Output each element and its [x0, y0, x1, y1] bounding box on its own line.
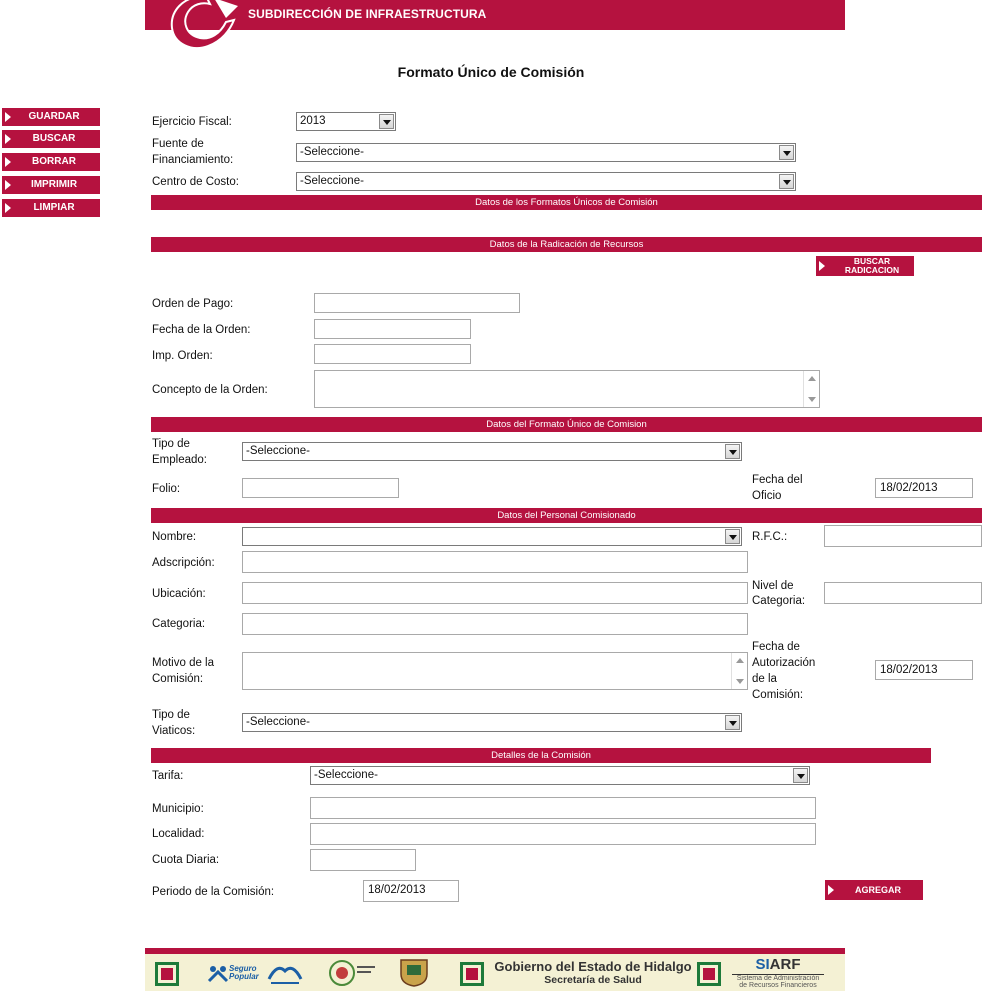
concepto-label: Concepto de la Orden:	[152, 384, 268, 396]
fuente-label-1: Fuente de	[152, 138, 204, 150]
hidalgo-mark-icon	[697, 962, 721, 986]
nivel-label-1: Nivel de	[752, 580, 794, 592]
section-radicacion: Datos de la Radicación de Recursos	[151, 237, 982, 252]
hidalgo-shield-icon	[397, 956, 431, 988]
localidad-input[interactable]	[310, 823, 816, 845]
play-triangle-icon	[5, 180, 11, 190]
imp-orden-input[interactable]	[314, 344, 471, 364]
categoria-input[interactable]	[242, 613, 748, 635]
secretaria-subtitle: Secretaría de Salud	[544, 974, 642, 986]
cuota-input[interactable]	[310, 849, 416, 871]
guardar-button[interactable]: GUARDAR	[2, 108, 100, 126]
dropdown-arrow-icon	[793, 768, 808, 783]
orden-pago-input[interactable]	[314, 293, 520, 313]
section-formatos: Datos de los Formatos Únicos de Comisión	[151, 195, 982, 210]
ejercicio-label: Ejercicio Fiscal:	[152, 116, 232, 128]
hidalgo-mark-icon	[460, 962, 484, 986]
nivel-label-2: Categoria:	[752, 595, 806, 607]
fuente-label-2: Financiamiento:	[152, 154, 234, 166]
play-triangle-icon	[5, 203, 11, 213]
nombre-select[interactable]	[242, 527, 742, 546]
fecha-orden-label: Fecha de la Orden:	[152, 324, 251, 336]
nombre-label: Nombre:	[152, 531, 197, 543]
buscar-button[interactable]: BUSCAR	[2, 130, 100, 148]
play-triangle-icon	[5, 134, 11, 144]
tarifa-select[interactable]: -Seleccione-	[310, 766, 810, 785]
localidad-label: Localidad:	[152, 828, 205, 840]
concepto-textarea[interactable]	[314, 370, 820, 408]
motivo-label-2: Comisión:	[152, 673, 204, 685]
dropdown-arrow-icon	[779, 174, 794, 189]
fecha-oficio-input[interactable]: 18/02/2013	[875, 478, 973, 498]
seguro-popular-icon	[207, 963, 229, 985]
ejercicio-select[interactable]: 2013	[296, 112, 396, 131]
dropdown-arrow-icon	[379, 114, 394, 129]
play-triangle-icon	[5, 112, 11, 122]
tipo-empleado-select[interactable]: -Seleccione-	[242, 442, 742, 461]
imprimir-button[interactable]: IMPRIMIR	[2, 176, 100, 194]
ubicacion-label: Ubicación:	[152, 588, 206, 600]
tipo-viaticos-label-2: Viaticos:	[152, 725, 196, 737]
motivo-label-1: Motivo de la	[152, 657, 215, 669]
gobierno-title: Gobierno del Estado de Hidalgo	[494, 959, 692, 974]
section-detalles: Detalles de la Comisión	[151, 748, 931, 763]
adscripcion-label: Adscripción:	[152, 557, 215, 569]
buscar-radicacion-button[interactable]: BUSCAR RADICACION	[816, 256, 914, 276]
municipio-input[interactable]	[310, 797, 816, 819]
footer	[145, 954, 845, 991]
siarf-logo: SIARF Sistema de Administración de Recursos Financieros	[728, 957, 828, 989]
textarea-scrollbar[interactable]	[803, 371, 819, 407]
section-formato: Datos del Formato Único de Comision	[151, 417, 982, 432]
centro-label: Centro de Costo:	[152, 176, 239, 188]
fuente-select[interactable]: -Seleccione-	[296, 143, 796, 162]
folio-label: Folio:	[152, 483, 181, 495]
seguro-popular-logo: Seguro Popular	[207, 963, 257, 985]
nivel-input[interactable]	[824, 582, 982, 604]
motivo-textarea[interactable]	[242, 652, 748, 690]
tipo-viaticos-label-1: Tipo de	[152, 709, 190, 721]
folio-input[interactable]	[242, 478, 399, 498]
categoria-label: Categoria:	[152, 618, 206, 630]
imp-orden-label: Imp. Orden:	[152, 350, 213, 362]
header-title: SUBDIRECCIÓN DE INFRAESTRUCTURA	[248, 7, 487, 21]
fecha-aut-label-1: Fecha de	[752, 641, 800, 653]
adscripcion-input[interactable]	[242, 551, 748, 573]
play-triangle-icon	[828, 885, 834, 895]
periodo-input[interactable]: 18/02/2013	[363, 880, 459, 902]
tipo-empleado-label-2: Empleado:	[152, 454, 207, 466]
dropdown-arrow-icon	[725, 715, 740, 730]
cuota-label: Cuota Diaria:	[152, 854, 220, 866]
rfc-input[interactable]	[824, 525, 982, 547]
ubicacion-input[interactable]	[242, 582, 748, 604]
orden-pago-label: Orden de Pago:	[152, 298, 234, 310]
borrar-button[interactable]: BORRAR	[2, 153, 100, 171]
dropdown-arrow-icon	[725, 529, 740, 544]
textarea-scrollbar[interactable]	[731, 653, 747, 689]
hidalgo-mark-icon	[155, 962, 179, 986]
fecha-aut-label-2: Autorización	[752, 657, 816, 669]
play-triangle-icon	[5, 157, 11, 167]
fecha-orden-input[interactable]	[314, 319, 471, 339]
fecha-oficio-label-1: Fecha del	[752, 474, 803, 486]
fecha-aut-input[interactable]: 18/02/2013	[875, 660, 973, 680]
dropdown-arrow-icon	[725, 444, 740, 459]
dropdown-arrow-icon	[779, 145, 794, 160]
tipo-empleado-label-1: Tipo de	[152, 438, 190, 450]
rfc-label: R.F.C.:	[752, 531, 788, 543]
limpiar-button[interactable]: LIMPIAR	[2, 199, 100, 217]
centro-select[interactable]: -Seleccione-	[296, 172, 796, 191]
municipio-label: Municipio:	[152, 803, 204, 815]
tarifa-label: Tarifa:	[152, 770, 184, 782]
agregar-button[interactable]: AGREGAR	[825, 880, 923, 900]
header-swoosh-logo	[168, 0, 240, 52]
page-title: Formato Único de Comisión	[397, 64, 585, 80]
fecha-aut-label-3: de la	[752, 673, 777, 685]
seal-logo-icon	[327, 958, 377, 988]
section-personal: Datos del Personal Comisionado	[151, 508, 982, 523]
tipo-viaticos-select[interactable]: -Seleccione-	[242, 713, 742, 732]
secretaria-logo-icon	[267, 961, 303, 987]
fecha-oficio-label-2: Oficio	[752, 490, 782, 502]
play-triangle-icon	[819, 261, 825, 271]
fecha-aut-label-4: Comisión:	[752, 689, 804, 701]
periodo-label: Periodo de la Comisión:	[152, 886, 275, 898]
